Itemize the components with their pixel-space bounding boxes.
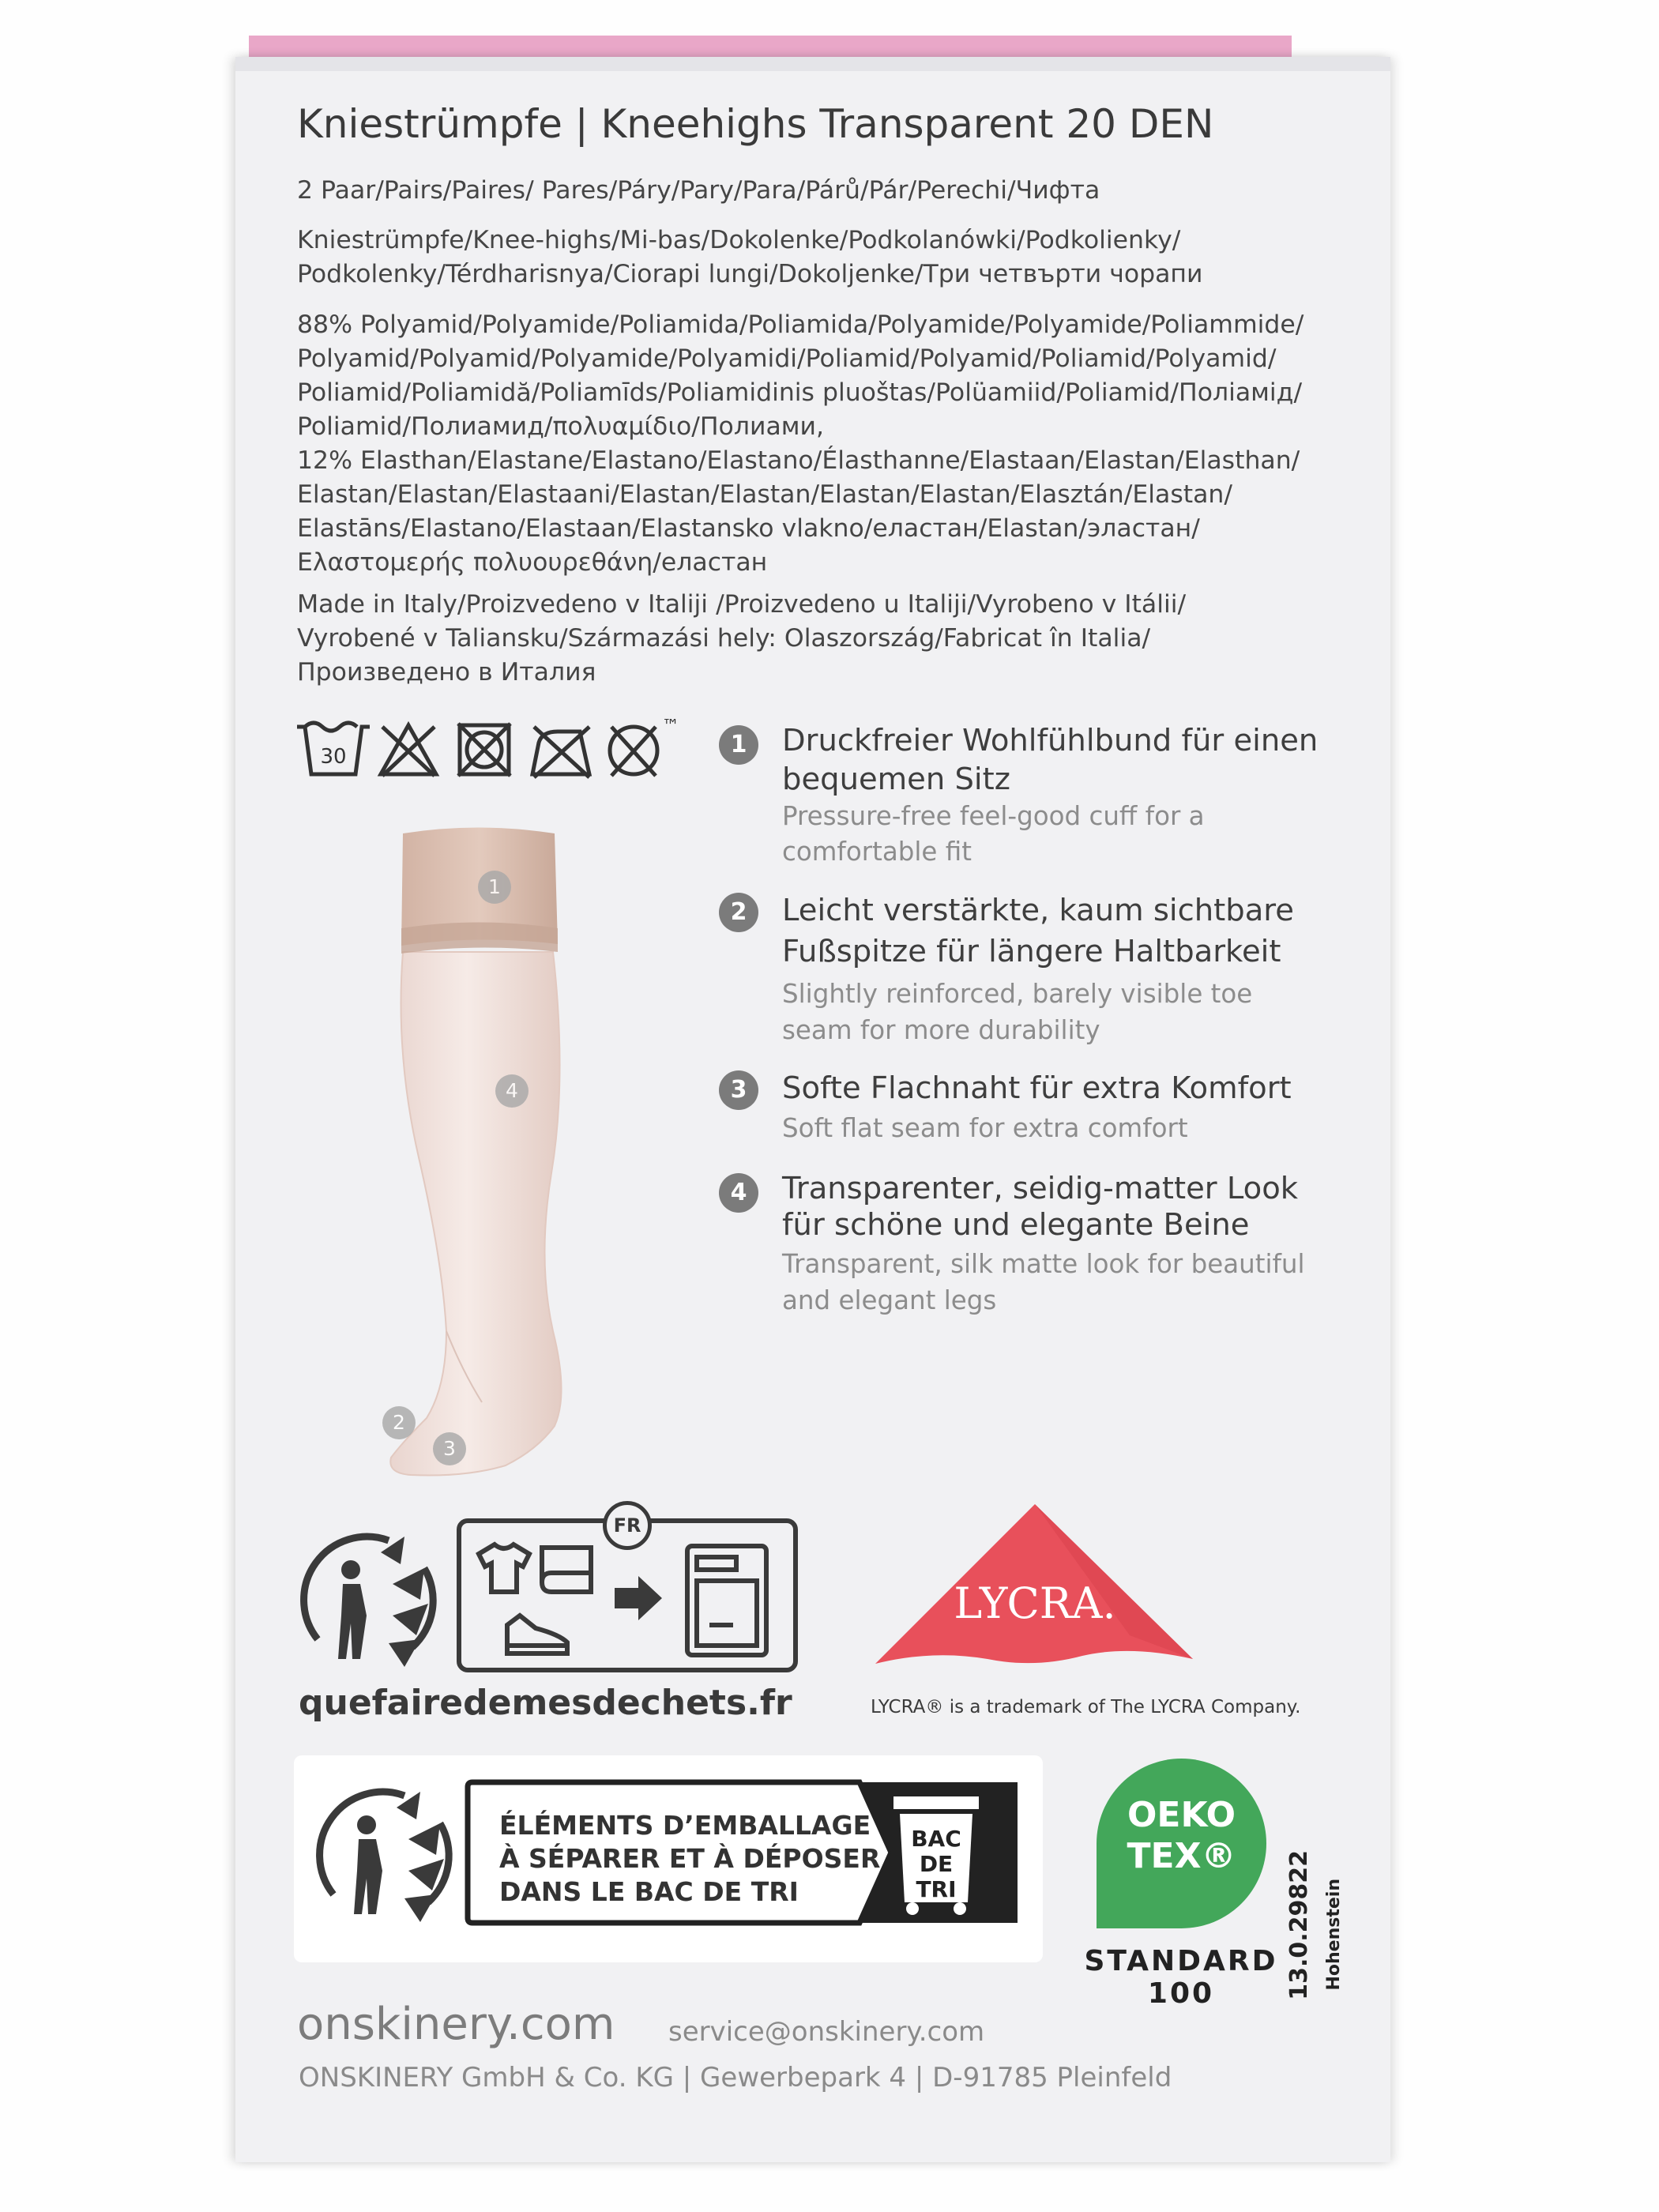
feature-1-de-line-2: bequemen Sitz: [782, 762, 1010, 797]
no-dry-clean-icon: [610, 727, 657, 776]
brand-website[interactable]: onskinery.com: [297, 1999, 615, 2050]
svg-text:LYCRA.: LYCRA.: [954, 1578, 1116, 1628]
feature-3-en-line-1: Soft flat seam for extra comfort: [782, 1113, 1188, 1143]
care-symbols: [294, 711, 689, 790]
sock-marker-3: 3: [433, 1432, 466, 1465]
elastane-line-4: Ελαστομερής πολυουρεθάνη/еластан: [297, 548, 768, 577]
bin-label-line-1: BAC: [911, 1826, 961, 1852]
oeko-standard-line-1: STANDARD: [1084, 1945, 1278, 1977]
sock-marker-1: 1: [478, 871, 511, 904]
sorting-text-line-2: À SÉPARER ET À DÉPOSER: [499, 1843, 881, 1874]
product-title: Kniestrümpfe | Kneehighs Transparent 20 DEN: [297, 101, 1214, 147]
made-in-line-1: Made in Italy/Proizvedeno v Italiji /Proizvedeno u Italiji/Vyrobeno v Itálii/: [297, 590, 1187, 619]
feature-3-de-line-1: Softe Flachnaht für extra Komfort: [782, 1070, 1292, 1106]
made-in-line-3: Произведено в Италия: [297, 658, 596, 687]
kneehigh-sock-illustration: [371, 818, 632, 1481]
lycra-logo: [869, 1501, 1201, 1683]
elastane-line-3: Elastāns/Elastano/Elastaan/Elastansko vlakno/еластан/Elastan/эластан/: [297, 514, 1200, 543]
feature-4-en-line-2: and elegant legs: [782, 1285, 997, 1315]
feature-1-en-line-2: comfortable fit: [782, 837, 972, 867]
company-address: ONSKINERY GmbH & Co. KG | Gewerbepark 4 | D-91785 Pleinfeld: [299, 2062, 1172, 2094]
sorting-text-line-3: DANS LE BAC DE TRI: [499, 1876, 799, 1907]
svg-text:30: 30: [320, 745, 347, 769]
no-tumble-dry-icon: [458, 724, 510, 776]
feature-4-de-line-1: Transparenter, seidig-matter Look: [782, 1171, 1299, 1206]
feature-4-de-line-2: für schöne und elegante Beine: [782, 1207, 1250, 1243]
shoe-icon: [507, 1616, 567, 1653]
fr-badge: FR: [603, 1501, 652, 1550]
oeko-line-1: OEKO: [1127, 1795, 1236, 1835]
sock-marker-2: 2: [382, 1406, 416, 1439]
sock-marker-4: 4: [495, 1074, 529, 1108]
oeko-certificate-code: 13.0.29822: [1285, 1850, 1313, 2000]
triman-icon: [294, 1521, 452, 1679]
collection-container-icon: [687, 1546, 766, 1655]
polyamide-line-3: Poliamid/Poliamidă/Poliamīds/Poliamidinis pluoštas/Polüamiid/Poliamid/Поліамід/: [297, 378, 1303, 407]
feature-number-4: 4: [719, 1173, 758, 1213]
feature-1-de-line-1: Druckfreier Wohlfühlbund für einen: [782, 723, 1319, 758]
type-line-1: Kniestrümpfe/Knee-highs/Mi-bas/Dokolenke/Podkolanówki/Podkolienky/: [297, 226, 1181, 254]
type-line-2: Podkolenky/Térdharisnya/Ciorapi lungi/Dokoljenke/Три четвърти чорапи: [297, 260, 1203, 288]
feature-number-1: 1: [719, 725, 758, 765]
polyamide-line-4: Poliamid/Полиамид/πολυαμίδιο/Полиами,: [297, 412, 824, 441]
no-bleach-icon: [381, 725, 436, 776]
bin-label: [901, 1826, 972, 1902]
oeko-standard-label: [1082, 1945, 1280, 2010]
lycra-trademark-note: LYCRA® is a trademark of The LYCRA Company.: [871, 1697, 1301, 1717]
towel-icon: [542, 1548, 591, 1592]
service-email[interactable]: service@onskinery.com: [668, 2016, 985, 2048]
oeko-line-2: TEX®: [1127, 1836, 1236, 1876]
arrow-right-icon: [615, 1576, 662, 1620]
made-in-line-2: Vyrobené v Taliansku/Származási hely: Olaszország/Fabricat în Italia/: [297, 624, 1151, 653]
feature-2-en-line-2: seam for more durability: [782, 1015, 1100, 1045]
oeko-tex-text: [1097, 1795, 1266, 1877]
no-iron-icon: [532, 727, 589, 777]
triman-website[interactable]: quefairedemesdechets.fr: [299, 1683, 792, 1723]
package-edge: [235, 57, 1390, 71]
feature-number-3: 3: [719, 1070, 758, 1110]
feature-2-de-line-1: Leicht verstärkte, kaum sichtbare: [782, 893, 1294, 928]
svg-text:™: ™: [662, 717, 679, 736]
feature-4-en-line-1: Transparent, silk matte look for beautiful: [782, 1249, 1305, 1279]
feature-2-en-line-1: Slightly reinforced, barely visible toe: [782, 979, 1253, 1009]
elastane-line-2: Elastan/Elastan/Elastaani/Elastan/Elastan/Elastan/Elastan/Elasztán/Elastan/: [297, 480, 1232, 509]
bin-label-line-2: DE: [919, 1851, 954, 1877]
feature-1-en-line-1: Pressure-free feel-good cuff for a: [782, 801, 1205, 831]
oeko-standard-line-2: 100: [1147, 1977, 1215, 2010]
feature-number-2: 2: [719, 893, 758, 932]
triman-icon-small: [310, 1776, 468, 1934]
wash-30-icon: [297, 723, 370, 774]
polyamide-line-1: 88% Polyamid/Polyamide/Poliamida/Poliamida/Polyamide/Polyamide/Poliammide/: [297, 310, 1304, 339]
tshirt-icon: [479, 1544, 529, 1592]
elastane-line-1: 12% Elasthan/Elastane/Elastano/Elastano/Élasthanne/Elastaan/Elastan/Elasthan/: [297, 446, 1300, 475]
triman-pictograms: [472, 1537, 788, 1663]
pairs-line: 2 Paar/Pairs/Paires/ Pares/Páry/Pary/Para/Párů/Pár/Perechi/Чифта: [297, 176, 1100, 205]
sorting-text-line-1: ÉLÉMENTS D’EMBALLAGE: [499, 1810, 871, 1841]
feature-2-de-line-2: Fußspitze für längere Haltbarkeit: [782, 934, 1281, 969]
polyamide-line-2: Polyamid/Polyamid/Polyamide/Polyamidi/Poliamid/Polyamid/Poliamid/Polyamid/: [297, 344, 1277, 373]
oeko-institute: Hohenstein: [1324, 1879, 1344, 1991]
bin-label-line-3: TRI: [916, 1876, 957, 1902]
